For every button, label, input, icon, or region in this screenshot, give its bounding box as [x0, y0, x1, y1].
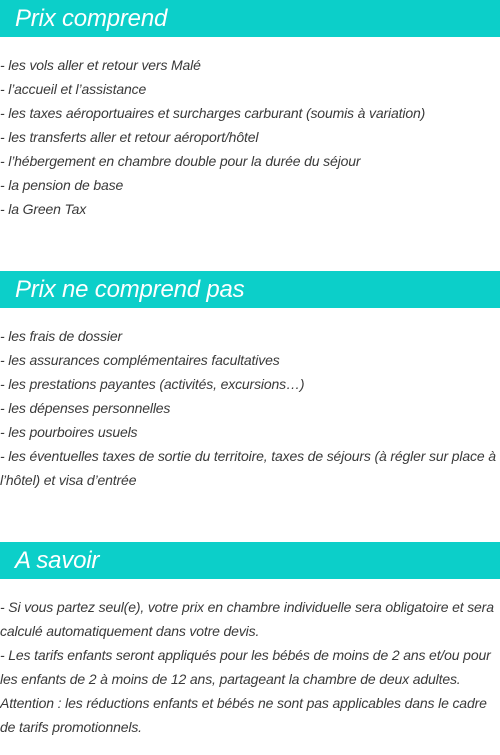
- section-good-to-know: [0, 542, 500, 739]
- included-list: [0, 53, 500, 221]
- section-included: [0, 0, 500, 221]
- list-item: - les éventuelles taxes de sortie du territoire, taxes de séjours (à régler sur place à l’hôtel) et visa d’entrée: [0, 448, 496, 488]
- list-item: - les prestations payantes (activités, excursions…): [0, 376, 305, 392]
- list-item: - les transferts aller et retour aéroport/hôtel: [0, 129, 259, 145]
- list-item: - les pourboires usuels: [0, 424, 138, 440]
- section-title: Prix comprend: [15, 5, 168, 32]
- list-item: - l’accueil et l’assistance: [0, 81, 147, 97]
- section-header: [0, 271, 500, 308]
- list-item: - les frais de dossier: [0, 328, 122, 344]
- list-item: - les dépenses personnelles: [0, 400, 171, 416]
- section-title: A savoir: [15, 547, 100, 574]
- not-included-list: [0, 324, 500, 492]
- list-item: - les taxes aéroportuaires et surcharges carburant (soumis à variation): [0, 105, 426, 121]
- section-not-included: [0, 271, 500, 492]
- list-item: - les assurances complémentaires facultatives: [0, 352, 280, 368]
- list-item: - Si vous partez seul(e), votre prix en chambre individuelle sera obligatoire et sera calculé automatiquement dans votre devis.: [0, 599, 494, 639]
- list-item: Attention : les réductions enfants et bébés ne sont pas applicables dans le cadre de tarifs promotionnels.: [0, 695, 487, 735]
- list-item: - la Green Tax: [0, 201, 87, 217]
- section-header: [0, 0, 500, 37]
- section-header: [0, 542, 500, 579]
- list-item: - l’hébergement en chambre double pour la durée du séjour: [0, 153, 361, 169]
- good-to-know-list: [0, 595, 500, 739]
- list-item: - la pension de base: [0, 177, 124, 193]
- list-item: - Les tarifs enfants seront appliqués pour les bébés de moins de 2 ans et/ou pour les enfants de 2 à moins de 12 ans, partageant la chambre de deux adultes.: [0, 647, 491, 687]
- list-item: - les vols aller et retour vers Malé: [0, 57, 201, 73]
- section-title: Prix ne comprend pas: [15, 276, 245, 303]
